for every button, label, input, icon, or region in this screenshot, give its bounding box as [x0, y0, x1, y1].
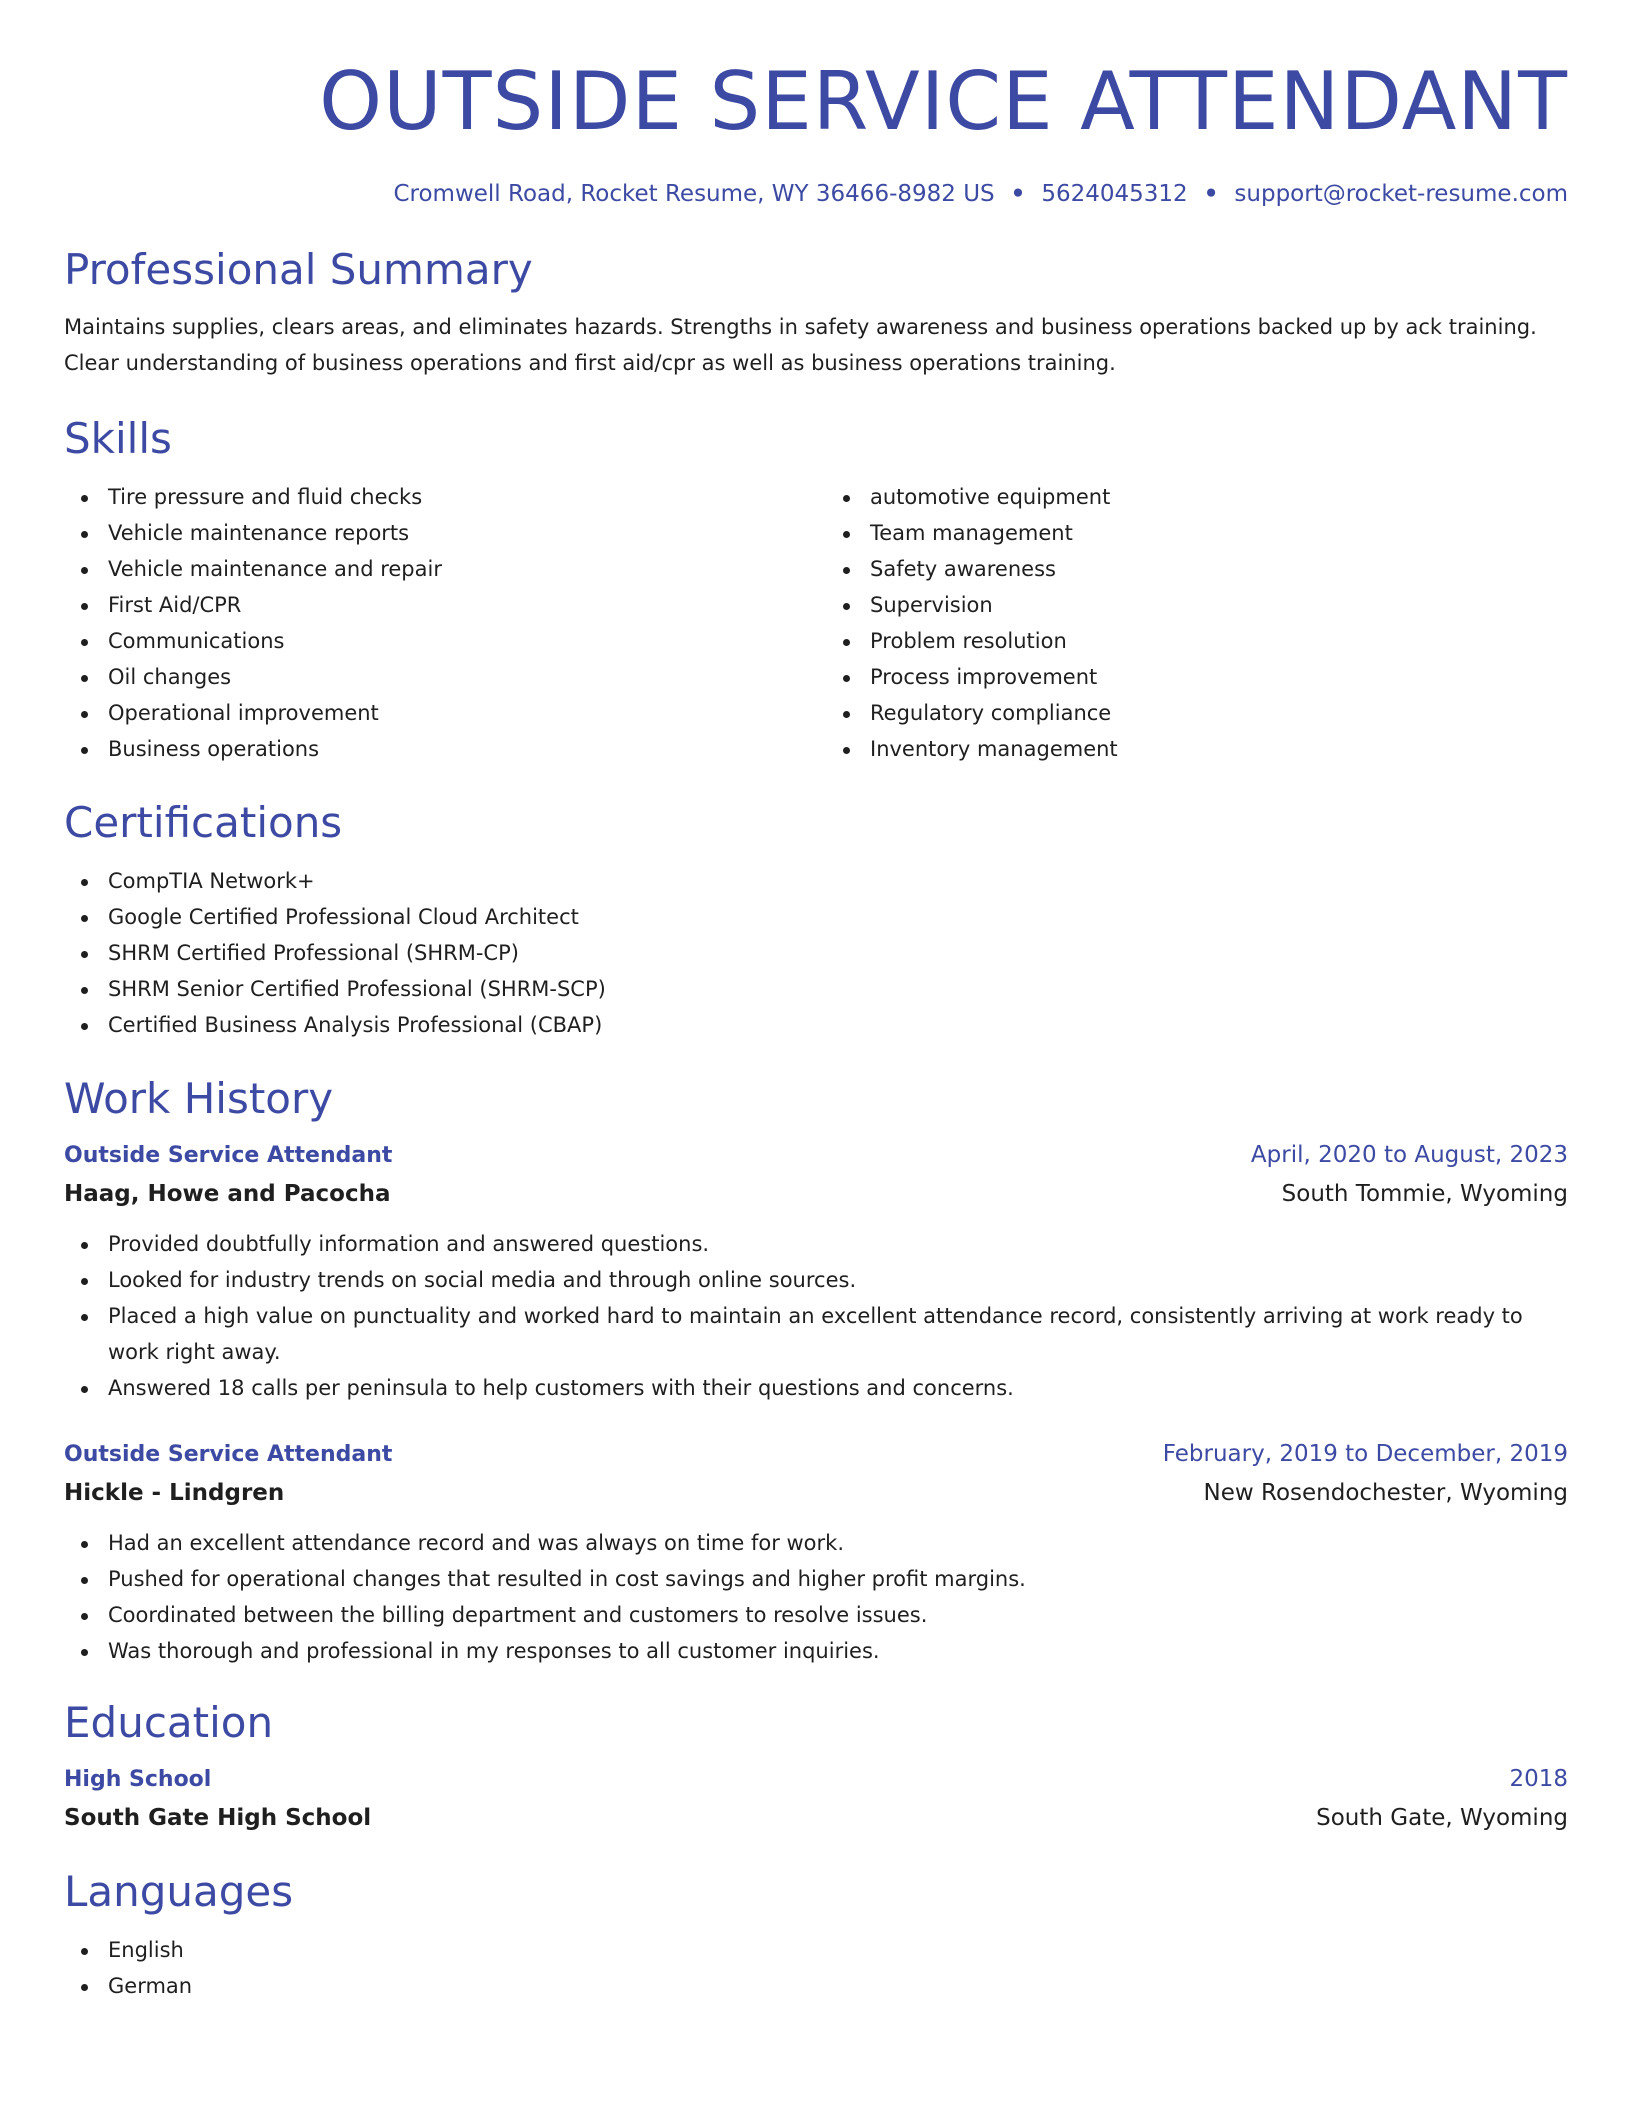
section-title-education: Education [64, 1698, 274, 1747]
skills-column-right [816, 479, 1568, 767]
work-history-section [64, 1073, 1568, 1669]
section-title-languages: Languages [64, 1867, 294, 1916]
certification-item: Google Certified Professional Cloud Architect [64, 899, 1568, 935]
skill-item: Operational improvement [64, 695, 816, 731]
skill-item: First Aid/CPR [64, 587, 816, 623]
resume-header [64, 54, 1568, 210]
candidate-name: OUTSIDE SERVICE ATTENDANT [319, 55, 1568, 148]
job-duty-item: Coordinated between the billing department and customers to resolve issues. [64, 1597, 1568, 1633]
job-company: Haag, Howe and Pacocha [64, 1181, 391, 1207]
skills-column-left [64, 479, 816, 767]
job-header-row [64, 1137, 1568, 1174]
certification-item: Certified Business Analysis Professional (CBAP) [64, 1007, 1568, 1043]
job-company-row [64, 1473, 1568, 1513]
certifications-section [64, 797, 1568, 1043]
job-duty-item: Looked for industry trends on social media and through online sources. [64, 1262, 1568, 1298]
skill-item: Safety awareness [826, 551, 1568, 587]
skill-item: automotive equipment [826, 479, 1568, 515]
contact-separator: • [1203, 181, 1219, 207]
job-location: South Tommie, Wyoming [1281, 1181, 1568, 1207]
skill-item: Communications [64, 623, 816, 659]
language-item: English [64, 1932, 1568, 1968]
skills-grid [64, 479, 1568, 767]
skill-item: Regulatory compliance [826, 695, 1568, 731]
education-section [64, 1697, 1568, 1838]
job-header-row [64, 1436, 1568, 1473]
skill-item: Vehicle maintenance reports [64, 515, 816, 551]
job-duty-item: Provided doubtfully information and answered questions. [64, 1226, 1568, 1262]
skill-item: Team management [826, 515, 1568, 551]
education-location: South Gate, Wyoming [1316, 1805, 1568, 1831]
education-degree: High School [64, 1767, 212, 1792]
certification-item: CompTIA Network+ [64, 863, 1568, 899]
contact-phone: 5624045312 [1041, 181, 1188, 207]
job-location: New Rosendochester, Wyoming [1203, 1480, 1568, 1506]
job-role: Outside Service Attendant [64, 1442, 393, 1467]
contact-line [64, 178, 1568, 210]
contact-separator: • [1010, 181, 1026, 207]
job-duty-item: Pushed for operational changes that resulted in cost savings and higher profit margins. [64, 1561, 1568, 1597]
job-dates: February, 2019 to December, 2019 [1162, 1441, 1568, 1467]
skill-item: Problem resolution [826, 623, 1568, 659]
job-entry [64, 1436, 1568, 1669]
summary-section [64, 244, 1568, 381]
education-header-row [64, 1761, 1568, 1798]
education-year: 2018 [1509, 1766, 1568, 1792]
contact-email: support@rocket-resume.com [1234, 181, 1568, 207]
job-duty-item: Had an excellent attendance record and was always on time for work. [64, 1525, 1568, 1561]
skill-item: Oil changes [64, 659, 816, 695]
education-school-row [64, 1798, 1568, 1838]
skill-item: Inventory management [826, 731, 1568, 767]
skill-item: Business operations [64, 731, 816, 767]
job-duties [64, 1226, 1568, 1406]
job-company: Hickle - Lindgren [64, 1480, 285, 1506]
certification-item: SHRM Certified Professional (SHRM-CP) [64, 935, 1568, 971]
section-title-summary: Professional Summary [64, 245, 533, 294]
education-entry [64, 1761, 1568, 1838]
skill-item: Tire pressure and fluid checks [64, 479, 816, 515]
summary-text: Maintains supplies, clears areas, and eliminates hazards. Strengths in safety awareness and business operations backed up by ack training. Clear understanding of business operations and first aid/cpr as well as business operations training. [64, 315, 1537, 375]
skill-item: Vehicle maintenance and repair [64, 551, 816, 587]
job-role: Outside Service Attendant [64, 1143, 393, 1168]
education-school: South Gate High School [64, 1805, 372, 1831]
language-item: German [64, 1968, 1568, 2004]
section-title-certifications: Certifications [64, 798, 343, 847]
job-duty-item: Placed a high value on punctuality and worked hard to maintain an excellent attendance record, consistently arriving at work ready to work right away. [64, 1298, 1568, 1370]
languages-list [64, 1932, 1568, 2004]
section-title-work-history: Work History [64, 1074, 334, 1123]
skill-item: Supervision [826, 587, 1568, 623]
job-duty-item: Was thorough and professional in my responses to all customer inquiries. [64, 1633, 1568, 1669]
languages-section [64, 1866, 1568, 2004]
job-dates: April, 2020 to August, 2023 [1250, 1142, 1568, 1168]
job-duty-item: Answered 18 calls per peninsula to help customers with their questions and concerns. [64, 1370, 1568, 1406]
certifications-list [64, 863, 1568, 1043]
certification-item: SHRM Senior Certified Professional (SHRM-SCP) [64, 971, 1568, 1007]
skills-section [64, 413, 1568, 767]
section-title-skills: Skills [64, 414, 172, 463]
skill-item: Process improvement [826, 659, 1568, 695]
job-company-row [64, 1174, 1568, 1214]
job-entry [64, 1137, 1568, 1406]
job-duties [64, 1525, 1568, 1669]
contact-address: Cromwell Road, Rocket Resume, WY 36466-8982 US [393, 181, 995, 207]
